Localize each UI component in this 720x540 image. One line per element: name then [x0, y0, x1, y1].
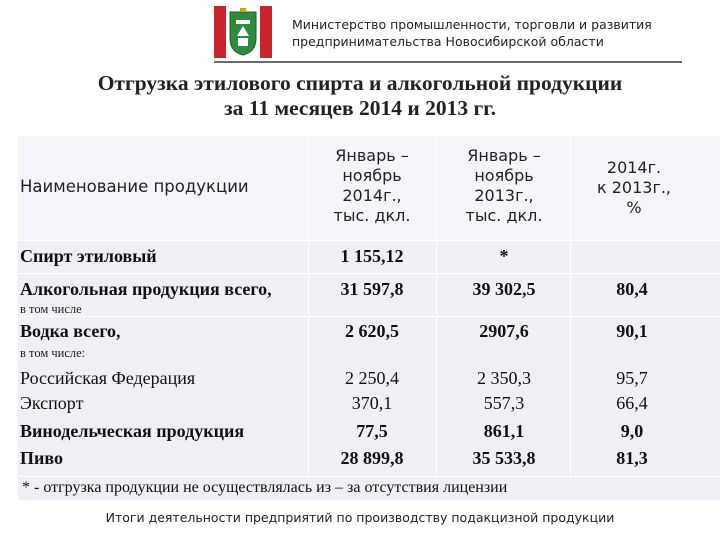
title-line-1: Отгрузка этилового спирта и алкогольной продукции: [97, 71, 623, 95]
table-row: [0, 244, 720, 268]
header-text: к 2013г.,: [596, 178, 672, 197]
table-row: [0, 319, 720, 343]
value-2014: 1 155,12: [340, 246, 404, 266]
row-name: Российская Федерация: [20, 368, 196, 388]
value-2014: 2 620,5: [345, 321, 399, 341]
ministry-name: [292, 16, 692, 50]
value-percent: 66,4: [616, 393, 648, 413]
header: [0, 0, 720, 64]
value-percent: 81,3: [616, 448, 648, 468]
value-2014: 2 250,4: [345, 368, 399, 388]
page-title: [0, 71, 720, 121]
row-name: Алкогольная продукция всего,: [20, 279, 272, 299]
header-text: 2014г.: [606, 158, 662, 177]
header-name-label: Наименование продукции: [20, 177, 249, 196]
value-percent: 9,0: [620, 421, 644, 441]
table-row: [0, 391, 720, 415]
header-jan-nov-2014: [310, 146, 434, 226]
header-text: 2013г.,: [474, 186, 534, 205]
table-row: [0, 277, 720, 301]
table-row: [0, 419, 720, 443]
value-2013: 39 302,5: [472, 279, 536, 299]
value-2013: 35 533,8: [472, 448, 536, 468]
title-line-2: за 11 месяцев 2014 и 2013 гг.: [224, 96, 496, 120]
header-text: Январь –: [467, 146, 541, 165]
value-2013: 861,1: [483, 421, 525, 441]
novosibirsk-coat-of-arms-icon: [214, 6, 272, 58]
header-percent: [574, 158, 694, 218]
row-name: Спирт этиловый: [20, 246, 157, 266]
value-2014: 77,5: [356, 421, 388, 441]
header-text: Январь –: [335, 146, 409, 165]
value-percent: 80,4: [616, 279, 648, 299]
header-divider: [214, 61, 682, 63]
header-text: ноябрь: [342, 166, 402, 185]
row-name: Экспорт: [20, 393, 84, 413]
value-2013: 2907,6: [479, 321, 529, 341]
row-divider: [18, 240, 720, 241]
sub-label: в том числе: [20, 302, 82, 316]
ministry-line-1: Министерство промышленности, торговли и развития: [292, 17, 652, 32]
value-2013: *: [499, 246, 509, 266]
header-jan-nov-2013: [440, 146, 568, 226]
row-name: Водка всего,: [20, 321, 121, 341]
value-2014: 28 899,8: [340, 448, 404, 468]
header-text: тыс. дкл.: [465, 206, 543, 225]
value-2014: 31 597,8: [340, 279, 404, 299]
footnote: * - отгрузка продукции не осуществлялась из – за отсутствия лицензии: [22, 479, 508, 496]
header-text: %: [626, 198, 642, 217]
header-text: ноябрь: [474, 166, 534, 185]
header-text: 2014г.,: [342, 186, 402, 205]
row-divider: [18, 476, 720, 477]
value-2014: 370,1: [351, 393, 393, 413]
header-text: тыс. дкл.: [333, 206, 411, 225]
table-row: [0, 446, 720, 470]
value-percent: 90,1: [616, 321, 648, 341]
ministry-line-2: предпринимательства Новосибирской области: [292, 34, 604, 49]
caption: Итоги деятельности предприятий по производству подакцизной продукции: [105, 510, 615, 525]
sub-label: в том числе:: [20, 346, 86, 360]
row-divider: [18, 316, 720, 317]
row-name: Пиво: [20, 448, 63, 468]
row-name: Винодельческая продукция: [20, 421, 245, 441]
value-percent: 95,7: [616, 368, 648, 388]
value-2013: 557,3: [483, 393, 525, 413]
value-2013: 2 350,3: [477, 368, 531, 388]
row-divider: [18, 273, 720, 274]
table-row: [0, 366, 720, 390]
header-product-name: [20, 177, 249, 197]
